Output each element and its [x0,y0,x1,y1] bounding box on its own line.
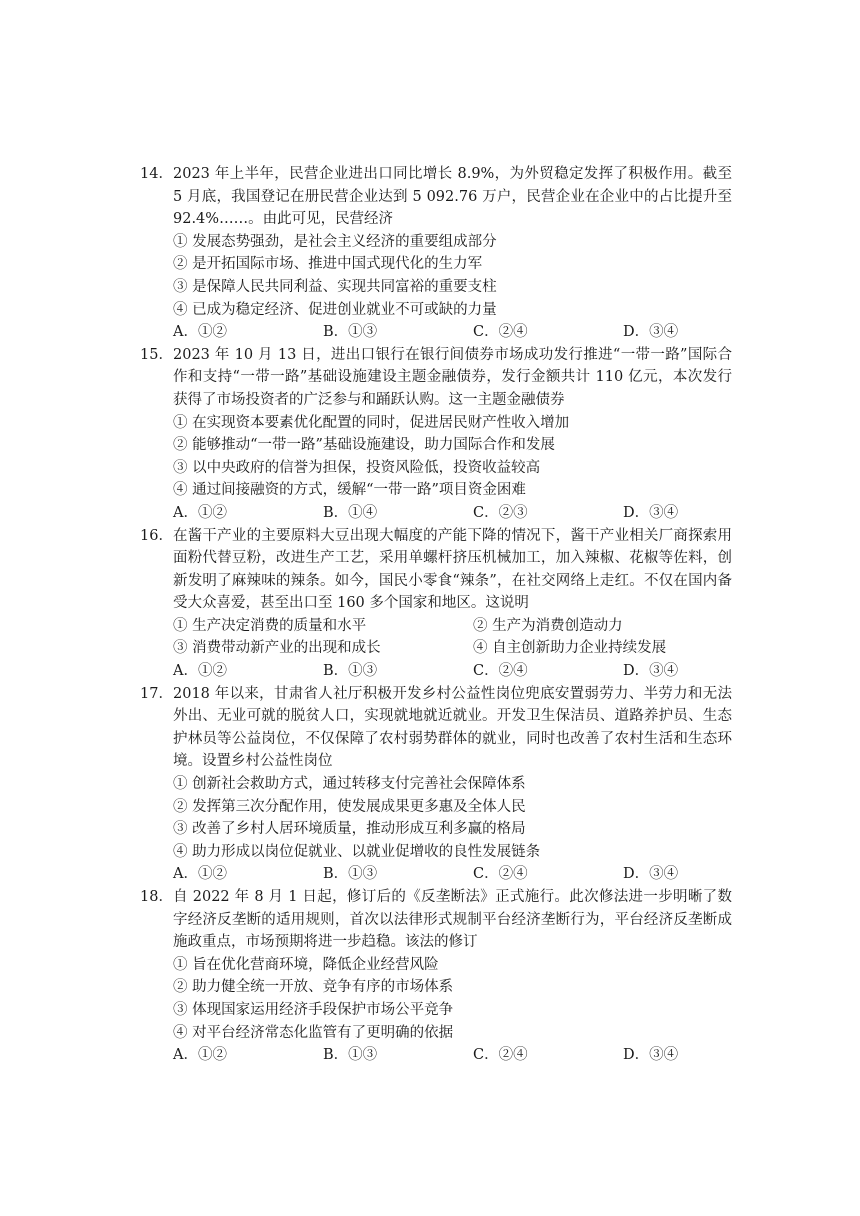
option-2: ② 助力健全统一开放、竞争有序的市场体系 [173,979,454,996]
option-3: ③ 改善了乡村人居环境质量，推动形成互利多赢的格局 [173,821,526,838]
question-number: 18． [140,889,173,905]
option-2: ② 是开拓国际市场、推进中国式现代化的生力军 [173,256,483,273]
question-stem: 在酱干产业的主要原料大豆出现大幅度的产能下降的情况下，酱干产业相关厂商探索用面粉代替豆粉，改进生产工艺，采用单螺杆挤压机械加工，加入辣椒、花椒等佐料，创新发明了麻辣味的辣条。如今，国民小零食“辣条”，在社交网络上走红。不仅在国内备受大众喜爱，甚至出口至 160 多个国家和地区。这说明 [173,527,732,612]
option-2: ② 能够推动“一带一路”基础设施建设，助力国际合作和发展 [173,437,555,454]
answer-b: B．①④ [323,504,378,521]
question-18 [140,886,732,1067]
question-stem: 2023 年 10 月 13 日，进出口银行在银行间债券市场成功发行推进“一带一路”国际合作和支持“一带一路”基础设施建设主题金融债券，发行金额共计 110 亿元，本次发行获得了市场投资者的广泛参与和踊跃认购。这一主题金融债券 [173,346,732,408]
answer-b: B．①③ [323,324,378,341]
question-stem: 2018 年以来，甘肃省人社厅积极开发乡村公益性岗位兜底安置弱劳力、半劳力和无法外出、无业可就的脱贫人口，实现就地就近就业。开发卫生保洁员、道路养护员、生态护林员等公益岗位，不仅保障了农村弱势群体的就业，同时也改善了农村生活和生态环境。设置乡村公益性岗位 [173,685,732,770]
answer-b: B．①③ [323,663,378,680]
answer-b: B．①③ [323,866,378,883]
option-3: ③ 体现国家运用经济手段保护市场公平竞争 [173,1001,454,1018]
option-3: ③ 消费带动新产业的出现和成长 [173,640,381,657]
answer-b: B．①③ [323,1047,378,1064]
answer-c: C．②④ [473,866,528,883]
question-16 [140,525,732,683]
answer-c: C．②③ [473,504,528,521]
answer-d: D．③④ [623,504,679,521]
option-1: ① 创新社会救助方式，通过转移支付完善社会保障体系 [173,776,526,793]
question-14 [140,163,732,344]
option-2: ② 生产为消费创造动力 [473,617,623,634]
option-1: ① 在实现资本要素优化配置的同时，促进居民财产性收入增加 [173,414,570,431]
answer-a: A．①② [173,866,227,883]
answer-choices [140,863,732,886]
answer-choices [140,1044,732,1067]
question-stem: 2023 年上半年，民营企业进出口同比增长 8.9%，为外贸稳定发挥了积极作用。截至 5 月底，我国登记在册民营企业达到 5 092.76 万户，民营企业在企业中的占比提升至 92.4%……。由此可见，民营经济 [173,166,732,228]
option-3: ③ 以中央政府的信誉为担保，投资风险低，投资收益较高 [173,459,541,476]
question-number: 15． [140,346,173,363]
answer-a: A．①② [173,1047,227,1064]
option-2: ② 发挥第三次分配作用，使发展成果更多惠及全体人民 [173,798,526,815]
question-number: 14． [140,166,173,182]
option-4: ④ 通过间接融资的方式，缓解“一带一路”项目资金困难 [173,482,526,499]
option-1: ① 旨在优化营商环境，降低企业经营风险 [173,956,439,973]
answer-a: A．①② [173,663,227,680]
question-stem: 自 2022 年 8 月 1 日起，修订后的《反垄断法》正式施行。此次修法进一步明晰了数字经济反垄断的适用规则，首次以法律形式规制平台经济垄断行为，平台经济反垄断成施政重点，市场预期将进一步趋稳。该法的修订 [173,889,732,951]
answer-a: A．①② [173,504,227,521]
answer-a: A．①② [173,324,227,341]
answer-choices [140,502,732,525]
question-number: 16． [140,527,173,544]
option-4: ④ 已成为稳定经济、促进创业就业不可或缺的力量 [173,301,497,318]
answer-choices [140,321,732,344]
option-4: ④ 助力形成以岗位促就业、以就业促增收的良性发展链条 [173,843,541,860]
answer-c: C．②④ [473,663,528,680]
answer-c: C．②④ [473,1047,528,1064]
answer-c: C．②④ [473,324,528,341]
option-1: ① 生产决定消费的质量和水平 [173,617,367,634]
answer-d: D．③④ [623,866,679,883]
option-3: ③ 是保障人民共同利益、实现共同富裕的重要支柱 [173,278,497,295]
question-17 [140,683,732,886]
answer-d: D．③④ [623,324,679,341]
question-15 [140,344,732,525]
answer-choices [140,660,732,683]
option-1: ① 发展态势强劲，是社会主义经济的重要组成部分 [173,233,497,250]
option-4: ④ 对平台经济常态化监管有了更明确的依据 [173,1024,454,1041]
answer-d: D．③④ [623,1047,679,1064]
option-4: ④ 自主创新助力企业持续发展 [473,640,667,657]
answer-d: D．③④ [623,663,679,680]
question-number: 17． [140,685,173,702]
option-grid [140,615,732,660]
